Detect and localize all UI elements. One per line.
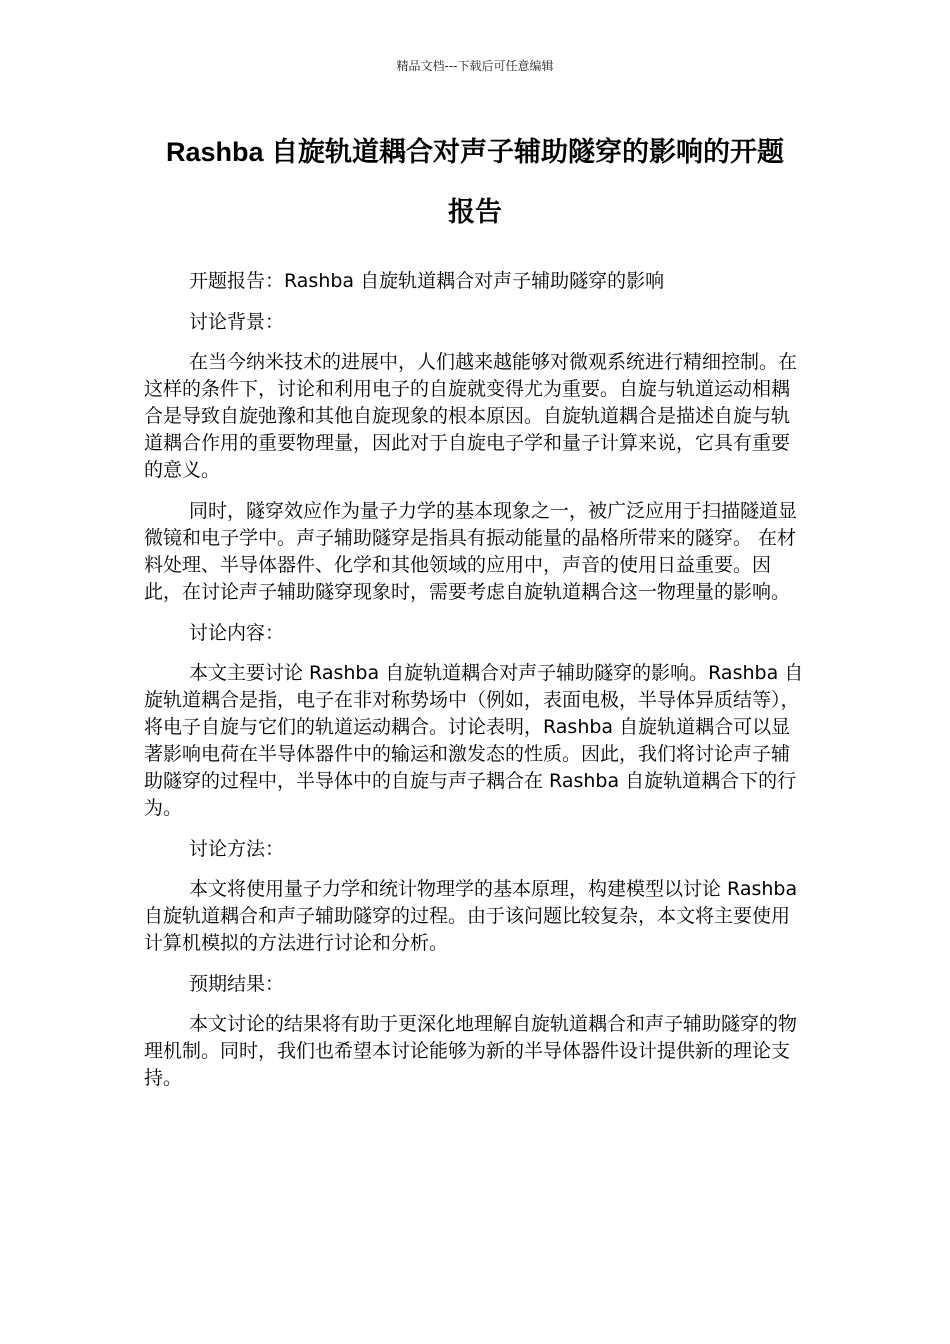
paragraph-content: 本文主要讨论 Rashba 自旋轨道耦合对声子辅助隧穿的影响。Rashba 自旋轨道耦合是指，电子在非对称势场中（例如，表面电极，半导体异质结等），将电子自旋与它们的轨道运动耦合。讨论表明，Rashba 自旋轨道耦合可以显著影响电荷在半导体器件中的输运和激发态的性质。因此，我们将讨论声子辅助隧穿的过程中，半导体中的自旋与声子耦合在 Rashba 自旋轨道耦合下的行为。 <box>144 662 804 819</box>
header-note: 精品文档---下载后可任意编辑 <box>396 59 554 73</box>
section-heading-content: 讨论内容： <box>189 622 285 644</box>
document-body <box>144 268 808 1106</box>
paragraph-results: 本文讨论的结果将有助于更深化地理解自旋轨道耦合和声子辅助隧穿的物理机制。同时，我们也希望本讨论能够为新的半导体器件设计提供新的理论支持。 <box>144 1013 798 1089</box>
report-subject: 开题报告：Rashba 自旋轨道耦合对声子辅助隧穿的影响 <box>189 270 665 292</box>
document-title <box>120 122 830 242</box>
title-line-2: 报告 <box>448 197 502 227</box>
section-heading-background: 讨论背景： <box>189 311 285 333</box>
paragraph-method: 本文将使用量子力学和统计物理学的基本原理，构建模型以讨论 Rashba 自旋轨道耦合和声子辅助隧穿的过程。由于该问题比较复杂，本文将主要使用计算机模拟的方法进行讨论和分析。 <box>144 878 798 954</box>
paragraph-background-1: 在当今纳米技术的进展中，人们越来越能够对微观系统进行精细控制。在这样的条件下，讨论和利用电子的自旋就变得尤为重要。自旋与轨道运动相耦合是导致自旋弛豫和其他自旋现象的根本原因。自旋轨道耦合是描述自旋与轨道耦合作用的重要物理量，因此对于自旋电子学和量子计算来说，它具有重要的意义。 <box>144 351 798 481</box>
section-heading-method: 讨论方法： <box>189 838 285 860</box>
section-heading-results: 预期结果： <box>189 973 285 995</box>
paragraph-background-2: 同时，隧穿效应作为量子力学的基本现象之一，被广泛应用于扫描隧道显微镜和电子学中。声子辅助隧穿是指具有振动能量的晶格所带来的隧穿。 在材料处理、半导体器件、化学和其他领域的应用中，声音的使用日益重要。因此，在讨论声子辅助隧穿现象时，需要考虑自旋轨道耦合这一物理量的影响。 <box>144 500 798 603</box>
title-line-1: Rashba 自旋轨道耦合对声子辅助隧穿的影响的开题 <box>165 137 785 167</box>
